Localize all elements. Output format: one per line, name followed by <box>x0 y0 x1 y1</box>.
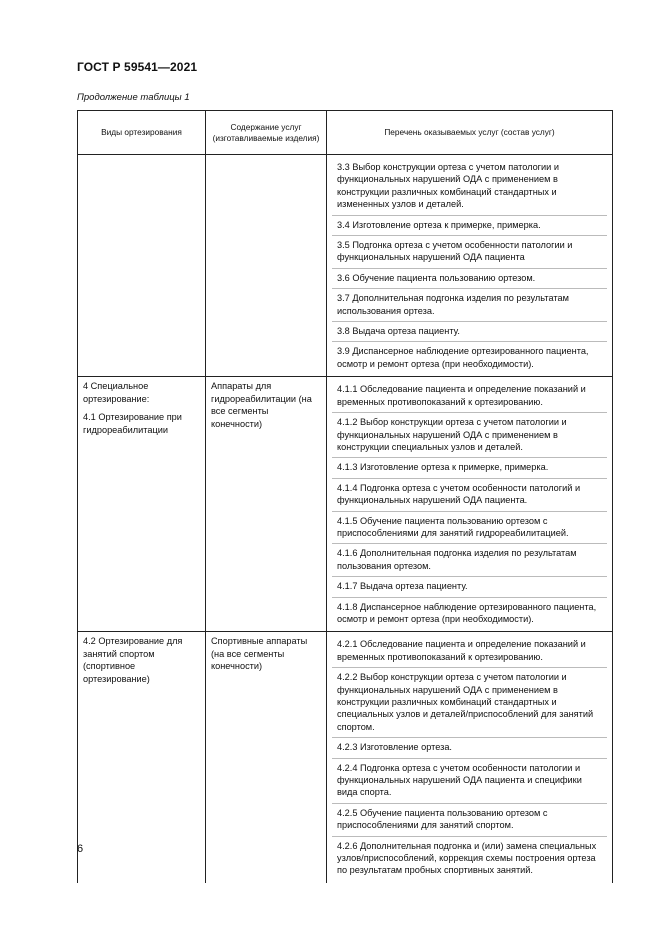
service-item: 4.1.8 Диспансерное наблюдение ортезированного пациента, осмотр и ремонт ортеза (при необходимости). <box>332 597 607 630</box>
orthosis-type-cell <box>78 632 206 883</box>
services-list-cell <box>327 632 613 883</box>
service-item: 3.6 Обучение пациента пользованию ортезом. <box>332 268 607 288</box>
orthosis-type-cell <box>78 377 206 632</box>
service-item: 3.3 Выбор конструкции ортеза с учетом патологии и функциональных нарушений ОДА с применением в конструкции различных комбинаций стандартных и измененных узлов и деталей. <box>337 162 559 210</box>
services-list-cell <box>327 155 613 377</box>
column-header-services: Перечень оказываемых услуг (состав услуг) <box>327 111 613 155</box>
service-item: 4.2.4 Подгонка ортеза с учетом особенности патологии и функциональных нарушений ОДА пациента и специфики вида спорта. <box>332 758 607 803</box>
service-item: 4.1.4 Подгонка ортеза с учетом особенности патологий и функциональных нарушений ОДА пациента. <box>332 478 607 511</box>
document-standard-number: ГОСТ Р 59541—2021 <box>77 60 198 74</box>
services-table <box>77 110 613 883</box>
service-content-cell <box>206 155 327 377</box>
table-header-row <box>78 111 613 155</box>
service-item: 3.9 Диспансерное наблюдение ортезированного пациента, осмотр и ремонт ортеза (при необходимости). <box>332 341 607 374</box>
table-row <box>78 377 613 632</box>
service-item: 4.1.3 Изготовление ортеза к примерке, примерка. <box>332 457 607 477</box>
service-item: 4.1.7 Выдача ортеза пациенту. <box>332 576 607 596</box>
orthosis-type-cell <box>78 155 206 377</box>
orthosis-type-label: 4 Специальное ортезирование: <box>83 381 150 404</box>
table-row <box>78 155 613 377</box>
orthosis-subtype-label: 4.1 Ортезирование при гидрореабилитации <box>83 412 182 435</box>
table-row <box>78 632 613 883</box>
service-item: 4.2.3 Изготовление ортеза. <box>332 737 607 757</box>
service-item: 4.1.5 Обучение пациента пользованию ортезом с приспособлениями для занятий гидрореабилитацией. <box>332 511 607 544</box>
service-item: 3.4 Изготовление ортеза к примерке, примерка. <box>332 215 607 235</box>
table-continuation-caption: Продолжение таблицы 1 <box>77 92 190 103</box>
service-item: 4.1.1 Обследование пациента и определение показаний и временных противопоказаний к ортезированию. <box>337 384 586 407</box>
column-header-content: Содержание услуг (изготавливаемые изделия) <box>206 111 327 155</box>
page-number: 6 <box>77 843 84 855</box>
services-list-cell <box>327 377 613 632</box>
service-item: 4.2.5 Обучение пациента пользованию ортезом с приспособлениями для занятий спортом. <box>332 803 607 836</box>
service-item: 3.7 Дополнительная подгонка изделия по результатам использования ортеза. <box>332 288 607 321</box>
service-content-cell: Аппараты для гидрореабилитации (на все сегменты конечности) <box>206 377 327 632</box>
orthosis-subtype-label: 4.2 Ортезирование для занятий спортом (спортивное ортезирование) <box>83 636 183 684</box>
service-item: 4.2.6 Дополнительная подгонка и (или) замена специальных узлов/приспособлений, коррекция схемы построения ортеза по результатам пробных спортивных занятий. <box>332 836 607 881</box>
service-item: 3.5 Подгонка ортеза с учетом особенности патологии и функциональных нарушений ОДА пациента <box>332 235 607 268</box>
column-header-type: Виды ортезирования <box>78 111 206 155</box>
service-item: 4.2.1 Обследование пациента и определение показаний и временных противопоказаний к ортезированию. <box>337 639 586 662</box>
service-item: 4.1.6 Дополнительная подгонка изделия по результатам пользования ортезом. <box>332 543 607 576</box>
service-item: 4.1.2 Выбор конструкции ортеза с учетом патологии и функциональных нарушений ОДА с применением в конструкции специальных узлов и деталей. <box>332 412 607 457</box>
service-content-cell: Спортивные аппараты (на все сегменты конечности) <box>206 632 327 883</box>
service-item: 4.2.2 Выбор конструкции ортеза с учетом патологии и функциональных нарушений ОДА с применением в конструкции различных комбинаций стандартных и специальных узлов и деталей/приспособлений для занятий спортом. <box>332 667 607 737</box>
service-item: 3.8 Выдача ортеза пациенту. <box>332 321 607 341</box>
